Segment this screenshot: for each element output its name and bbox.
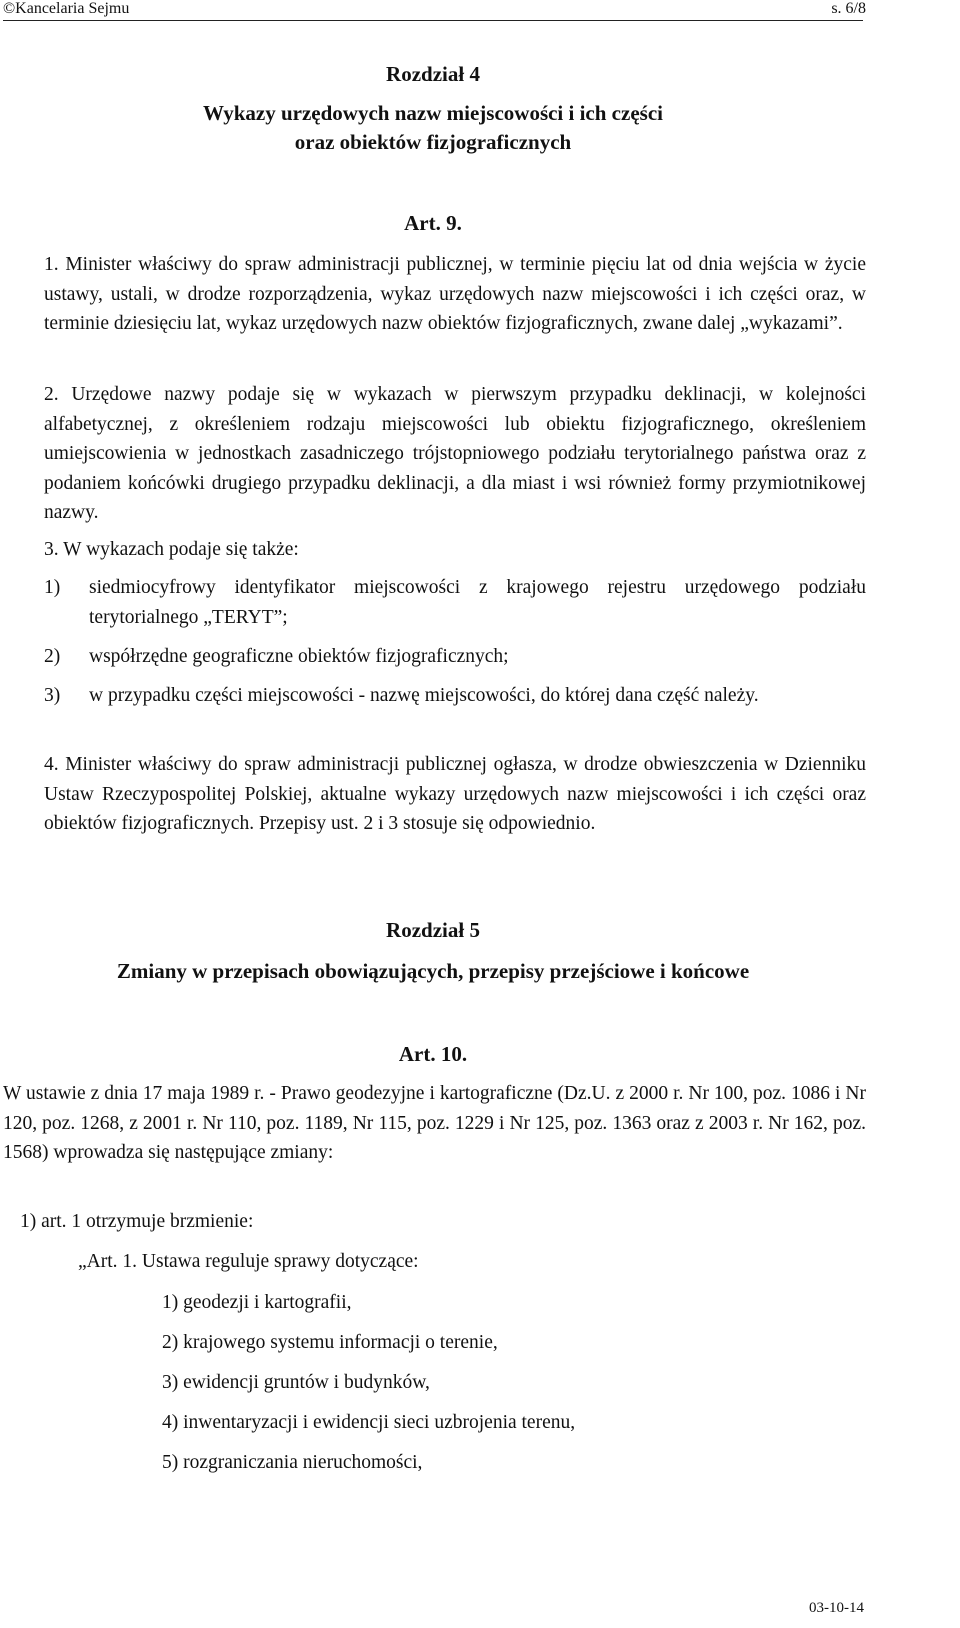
art10-intro: W ustawie z dnia 17 maja 1989 r. - Prawo geodezyjne i kartograficzne (Dz.U. z 2000 r. Nr 100, poz. 1086 i Nr 120, poz. 1268, z 2001 r. Nr 110, poz. 1189, Nr 115, poz. 1229 i Nr 125, poz. 1363 oraz z 2003 r. Nr 162, poz. 1568) wprowadza się następujące zmiany: [3, 1083, 866, 1163]
header-rule [3, 20, 863, 21]
chapter-4-title-line2: oraz obiektów fizjograficznych [294, 130, 572, 154]
chapter-4-title-line1: Wykazy urzędowych nazw miejscowości i ich części [203, 101, 663, 125]
chapter-4-label: Rozdział 4 [386, 62, 480, 86]
art9-paragraph-1: 1. Minister właściwy do spraw administracji publicznej, w terminie pięciu lat od dnia wejścia w życie ustawy, ustali, w drodze rozporządzenia, wykaz urzędowych nazw miejscowości i ich części oraz, w terminie dziesięciu lat, wykaz urzędowych nazw obiektów fizjograficznych, zwane dalej „wykazami”. [44, 254, 866, 334]
art9-paragraph-4: 4. Minister właściwy do spraw administracji publicznej ogłasza, w drodze obwieszczenia w Dzienniku Ustaw Rzeczypospolitej Polskiej, aktualne wykazy urzędowych nazw miejscowości i ich części oraz obiektów fizjograficznych. Przepisy ust. 2 i 3 stosuje się odpowiednio. [44, 754, 866, 834]
list-item-text: w przypadku części miejscowości - nazwę miejscowości, do której dana część należy. [89, 685, 759, 706]
header-source: ©Kancelaria Sejmu [3, 0, 130, 17]
list-item-number: 2) [44, 646, 61, 667]
footer-date: 03-10-14 [809, 1600, 864, 1616]
quote-sub-item: 2) krajowego systemu informacji o terenie, [162, 1332, 498, 1353]
art10-quote-heading: „Art. 1. Ustawa reguluje sprawy dotyczące: [78, 1251, 419, 1272]
art10-change-1: 1) art. 1 otrzymuje brzmienie: [20, 1211, 254, 1232]
list-item-text: siedmiocyfrowy identyfikator miejscowości z krajowego rejestru urzędowego podziału terytorialnego „TERYT”; [89, 577, 866, 628]
chapter-5-title: Zmiany w przepisach obowiązujących, przepisy przejściowe i końcowe [116, 959, 750, 983]
header-page-number: s. 6/8 [831, 0, 866, 17]
article-9-heading: Art. 9. [404, 211, 462, 235]
list-item-number: 3) [44, 685, 61, 706]
list-item-text: współrzędne geograficzne obiektów fizjograficznych; [89, 646, 509, 667]
article-10-heading: Art. 10. [398, 1042, 468, 1066]
list-item-number: 1) [44, 577, 61, 598]
quote-sub-item: 4) inwentaryzacji i ewidencji sieci uzbrojenia terenu, [162, 1412, 576, 1433]
art9-paragraph-2: 2. Urzędowe nazwy podaje się w wykazach w pierwszym przypadku deklinacji, w kolejności alfabetycznej, z określeniem rodzaju miejscowości lub obiektu fizjograficznego, określeniem umiejscowienia w jednostkach zasadniczego trójstopniowego podziału terytorialnego państwa oraz z podaniem końcówki drugiego przypadku deklinacji, a dla miast i wsi również formy przymiotnikowej nazwy. [44, 384, 866, 523]
art9-paragraph-3: 3. W wykazach podaje się także: [44, 539, 299, 560]
quote-sub-item: 5) rozgraniczania nieruchomości, [162, 1452, 423, 1473]
quote-sub-item: 3) ewidencji gruntów i budynków, [162, 1372, 430, 1393]
chapter-5-label: Rozdział 5 [386, 918, 480, 942]
quote-sub-item: 1) geodezji i kartografii, [162, 1292, 352, 1313]
